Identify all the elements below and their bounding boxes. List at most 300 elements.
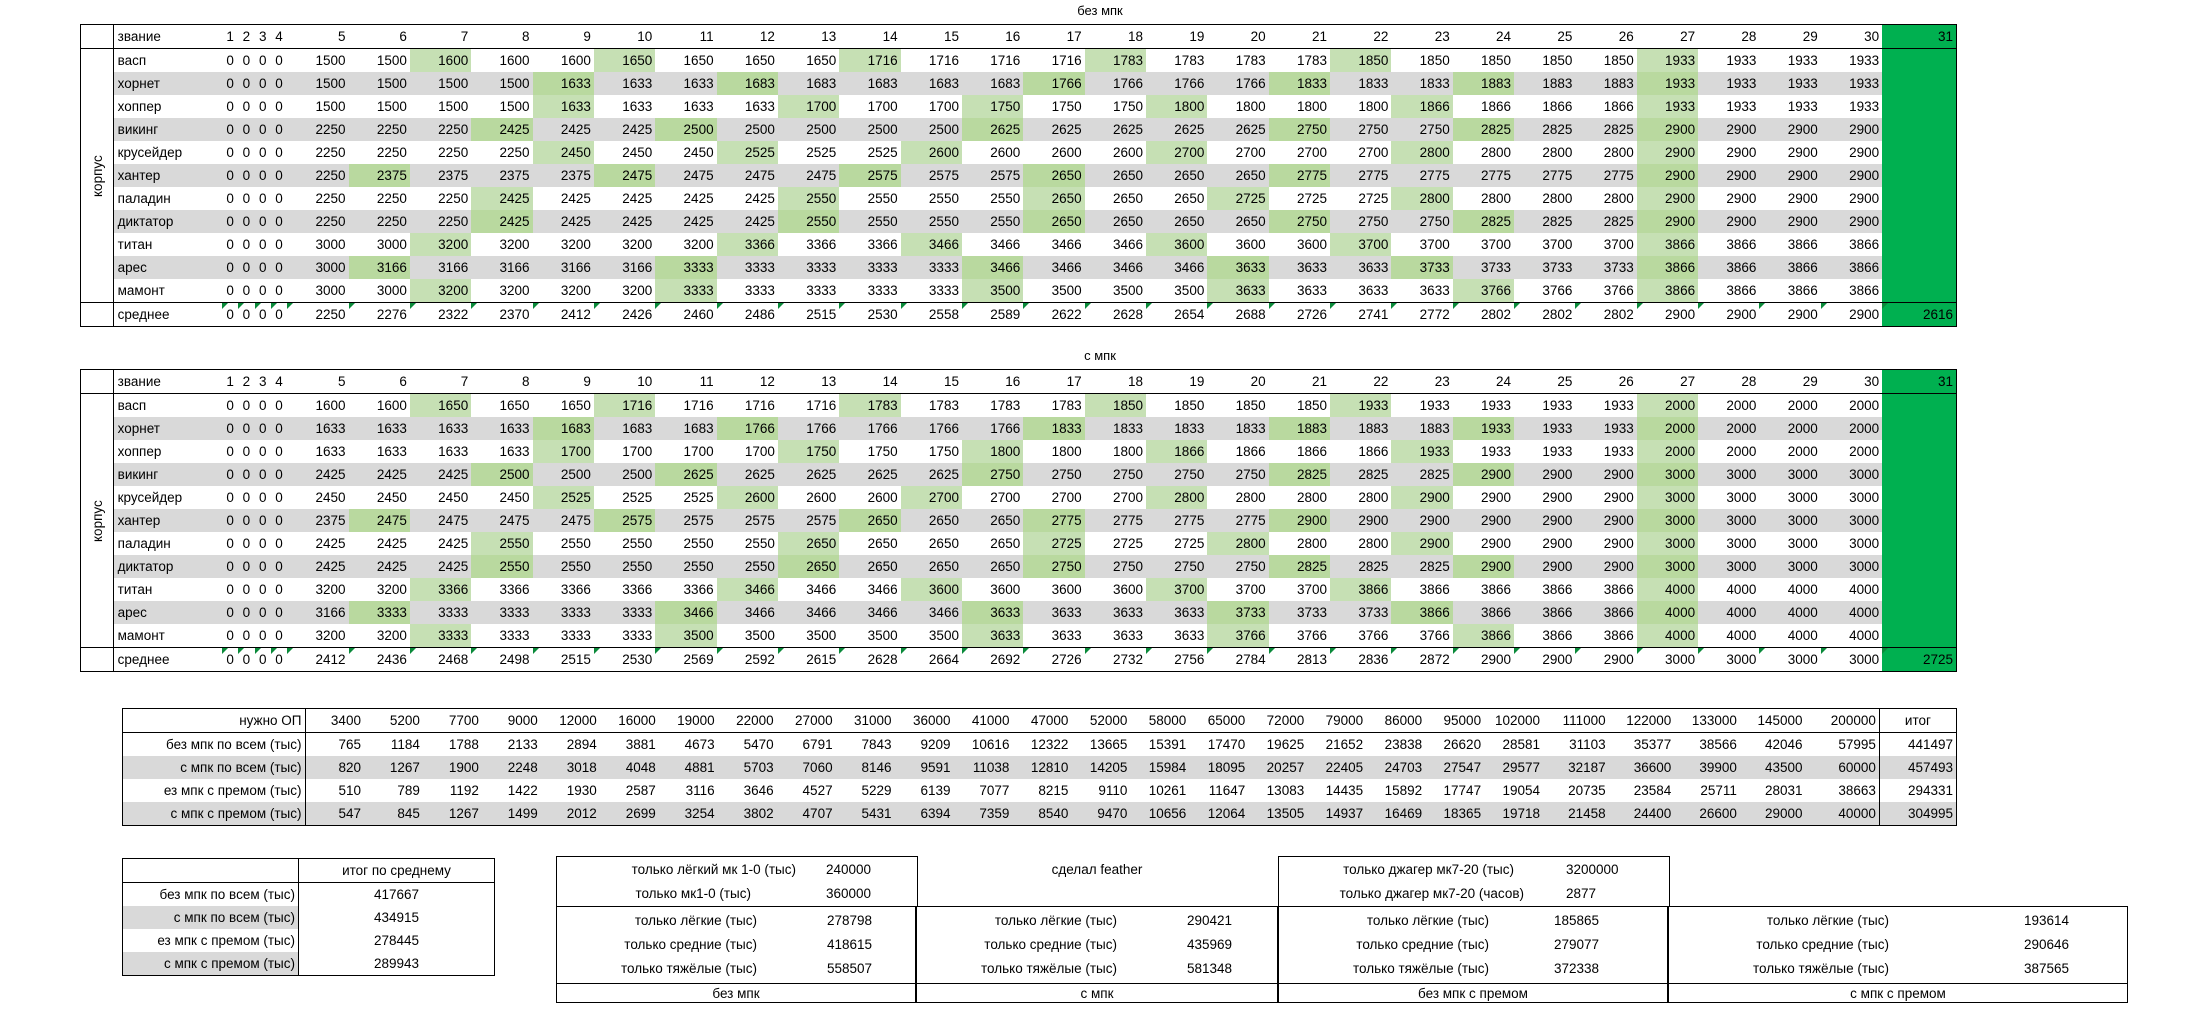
cell: 2900 [1575,555,1636,578]
cell: 2000 [1726,398,1757,413]
avg-cell: 2370 [471,303,532,327]
op-cell: 789 [397,783,420,798]
cell: 3866 [1849,237,1880,252]
cell: 0 [275,99,283,114]
summary-block-title: с мпк [917,983,1277,1005]
avg-cell: 2250 [287,303,348,327]
cell: 2625 [717,463,778,486]
cell: 0 [222,417,238,440]
cell: 0 [226,628,234,643]
cell: 0 [222,210,238,233]
cell: 2250 [287,164,348,187]
cell: 2550 [901,210,962,233]
row-name: хорнет [113,72,222,95]
avg-cell: 2498 [471,648,532,672]
summary-light-label: только лёгкие (тыс) [994,913,1117,928]
op-cell: 17747 [1443,783,1482,798]
cell: 4000 [1787,628,1818,643]
op-cell: 12810 [1012,756,1071,779]
cell: 2375 [410,164,471,187]
cell: 3600 [990,582,1021,597]
cell: 3866 [1759,256,1820,279]
level-header: 3 [255,370,271,394]
op-cell: 21458 [1543,802,1609,826]
cell: 3200 [410,233,471,256]
op-cell: 38663 [1838,783,1876,798]
cell: 3200 [315,628,346,643]
cell: 3633 [1174,628,1205,643]
cell: 3866 [1514,601,1575,624]
cell: 0 [255,555,271,578]
cell: 3466 [1146,256,1207,279]
cell: 3633 [1023,601,1084,624]
op-cell: 13505 [1248,802,1307,826]
level-header: 27 [1637,25,1698,49]
avg-cell: 2692 [962,648,1023,672]
cell: 1866 [1235,444,1266,459]
cell: 2825 [1575,118,1636,141]
cell: 3333 [928,283,959,298]
cell-31 [1882,49,1956,73]
avg-corner [81,648,114,672]
cell: 2500 [533,463,594,486]
cell: 2450 [683,145,714,160]
op-cell: 7359 [954,802,1013,826]
cell: 2625 [839,463,900,486]
cell: 2475 [778,164,839,187]
table-row [81,72,1957,95]
cell: 2900 [1849,191,1880,206]
cell: 2000 [1787,398,1818,413]
cell: 2425 [594,210,655,233]
avg-corner [81,303,114,327]
cell: 2475 [533,509,594,532]
cell: 1766 [717,417,778,440]
level-header: 29 [1759,25,1820,49]
avg-row-value: 289943 [373,956,420,971]
table-row [81,624,1957,648]
avg-cell: 2412 [287,648,348,672]
cell: 1716 [683,398,714,413]
cell: 2825 [1269,555,1330,578]
cell: 3766 [1296,628,1328,643]
op-cell: 9110 [1098,783,1128,798]
avg-cell: 2802 [1514,303,1575,327]
cell: 1500 [471,72,532,95]
cell: 2525 [806,145,837,160]
avg-cell: 2900 [1514,648,1575,672]
cell: 2650 [901,509,962,532]
avg-cell: 2732 [1085,648,1146,672]
cell: 1683 [594,417,655,440]
avg-cell: 2900 [1698,303,1759,327]
cell: 2450 [533,141,594,164]
cell: 1700 [533,440,594,463]
cell: 1883 [1391,417,1452,440]
cell: 3866 [1453,601,1514,624]
avg-cell: 2616 [1882,303,1956,327]
cell: 2775 [1023,509,1084,532]
cell: 0 [242,536,251,551]
op-column-header: 133000 [1674,709,1740,733]
op-cell: 29577 [1484,756,1543,779]
cell: 3866 [1542,628,1573,643]
avg-label: среднее [113,303,222,327]
level-header: 23 [1391,370,1452,394]
cell: 2425 [410,555,471,578]
cell: 3000 [376,237,407,252]
cell: 2900 [1637,164,1698,187]
cell: 1716 [839,49,900,73]
cell: 2550 [928,191,959,206]
cell: 3000 [1637,532,1698,555]
cell: 3700 [1146,578,1207,601]
table-row [123,802,1957,826]
summary-block-4 [1668,906,2128,1003]
cell: 1600 [560,53,591,68]
op-cell: 15391 [1148,737,1187,752]
cell: 2750 [1269,118,1330,141]
cell: 1633 [376,444,407,459]
cell: 2900 [1849,145,1880,160]
cell: 3333 [622,628,653,643]
op-cell: 765 [338,737,361,752]
op-column-header: 22000 [718,709,777,733]
op-column-header: 36000 [895,709,954,733]
cell: 3200 [376,628,407,643]
cell: 0 [258,237,267,252]
cell: 2425 [655,210,716,233]
cell: 1933 [1330,394,1391,418]
cell: 2900 [1637,118,1698,141]
mk10-value: 360000 [826,886,872,901]
table-row [81,417,1957,440]
op-cell: 820 [305,756,364,779]
avg-cell: 3000 [1759,648,1820,672]
cell-31 [1882,624,1956,648]
summary-medium-label: только средние (тыс) [1356,937,1489,952]
cell: 2700 [1146,141,1207,164]
cell: 1766 [1207,72,1268,95]
cell: 1833 [1207,417,1268,440]
cell: 2900 [1759,210,1820,233]
cell: 3500 [867,628,898,643]
avg-cell: 2836 [1330,648,1391,672]
avg-cell: 2530 [594,648,655,672]
cell: 2650 [1146,164,1207,187]
cell: 3466 [990,237,1021,252]
op-column-header: 31000 [836,709,895,733]
op-cell: 6139 [920,783,951,798]
cell: 2425 [471,210,532,233]
cell: 3700 [1330,233,1391,256]
cell: 1850 [1419,53,1450,68]
cell: 2900 [1575,463,1636,486]
cell: 0 [271,509,287,532]
level-header: 31 [1882,370,1956,394]
avg-cell: 2900 [1759,303,1820,327]
cell: 1633 [410,417,471,440]
level-header: 18 [1085,25,1146,49]
cell: 2700 [1358,145,1389,160]
cell: 1633 [622,99,653,114]
cell: 3866 [1330,578,1391,601]
cell: 2750 [1330,210,1391,233]
op-cell: 15984 [1130,756,1189,779]
summary-block-title: без мпк [557,983,915,1005]
cell: 3600 [1146,233,1207,256]
op-cell: 28581 [1502,737,1541,752]
cell: 0 [226,582,234,597]
cell: 0 [275,53,283,68]
level-header: 5 [287,370,348,394]
op-cell: 16469 [1366,802,1425,826]
cell: 1800 [1235,99,1266,114]
cell: 2800 [1603,191,1634,206]
cell: 2900 [1514,555,1575,578]
cell: 1933 [1453,417,1514,440]
cell: 1783 [990,398,1021,413]
cell: 2825 [1391,555,1452,578]
level-header: 30 [1821,25,1882,49]
cell: 1633 [349,417,410,440]
cell: 2900 [1787,145,1818,160]
cell: 1850 [1296,398,1328,413]
cell: 3333 [594,601,655,624]
cell: 3700 [1419,237,1450,252]
cell: 2650 [1146,210,1207,233]
cell: 3633 [1112,628,1143,643]
cell: 0 [226,536,234,551]
cell: 2750 [1330,118,1391,141]
cell: 3000 [1849,490,1880,505]
cell: 3333 [901,256,962,279]
cell: 3500 [962,279,1023,303]
cell: 3000 [315,237,346,252]
cell: 1700 [928,99,959,114]
cell: 1766 [839,417,900,440]
cell: 3200 [560,283,591,298]
cell: 3866 [1787,237,1818,252]
level-header: 28 [1698,370,1759,394]
summary-block-2 [916,906,1278,1003]
op-row-name: с мпк с премом (тыс) [123,802,306,826]
cell: 2650 [1174,191,1205,206]
cell: 1500 [410,72,471,95]
cell: 2425 [744,191,775,206]
cell: 2775 [1207,509,1268,532]
cell: 1783 [1051,398,1082,413]
cell: 1850 [1085,394,1146,418]
cell: 0 [275,444,283,459]
cell: 3200 [315,582,346,597]
cell: 0 [222,164,238,187]
table-row [123,952,495,976]
cell: 1700 [683,444,714,459]
op-column-header: 27000 [777,709,836,733]
row-name: хантер [113,509,222,532]
op-cell: 21652 [1325,737,1364,752]
level-header: 17 [1023,25,1084,49]
cell: 2700 [1112,490,1143,505]
op-cell: 1788 [448,737,479,752]
summary-heavy-label: только тяжёлые (тыс) [1753,961,1889,976]
op-cell: 6394 [895,802,954,826]
cell: 4000 [1726,582,1757,597]
summary-heavy-label: только тяжёлые (тыс) [981,961,1117,976]
op-cell: 31103 [1569,737,1606,752]
cell: 2425 [717,210,778,233]
level-header: 21 [1269,25,1330,49]
cell: 2550 [683,536,714,551]
cell: 0 [222,463,238,486]
cell: 2900 [1453,509,1514,532]
cell-31 [1882,440,1956,463]
cell: 2900 [1453,463,1514,486]
cell: 3500 [1051,283,1082,298]
cell: 3866 [1603,582,1634,597]
level-header: 14 [839,25,900,49]
cell: 3633 [1296,283,1328,298]
cell: 3866 [1575,601,1636,624]
summary-heavy-value: 372338 [1554,961,1600,976]
cell: 2700 [1296,145,1328,160]
cell: 2650 [928,536,959,551]
level-header: 6 [349,25,410,49]
avg-cell: 0 [222,303,238,327]
op-cell: 43500 [1740,756,1806,779]
avg-row-name: с мпк по всем (тыс) [123,906,299,929]
cell: 1633 [533,95,594,118]
cell: 2775 [1453,164,1514,187]
summary-medium-value: 435969 [1187,937,1233,952]
avg-row-value: 434915 [373,910,420,925]
cell: 1750 [962,95,1023,118]
cell: 1783 [1174,53,1205,68]
op-cell: 9209 [920,737,951,752]
cell: 0 [258,283,267,298]
cell: 1850 [1330,49,1391,73]
cell: 1850 [1542,53,1573,68]
cell: 2650 [962,555,1023,578]
cell: 3466 [717,601,778,624]
op-cell: 8146 [836,756,895,779]
cell: 4000 [1637,624,1698,648]
op-cell: 1422 [507,783,538,798]
cell: 1933 [1542,398,1573,413]
cell: 4000 [1849,628,1880,643]
op-total-header: итог [1879,709,1956,733]
cell: 3000 [1637,486,1698,509]
op-cell: 20257 [1248,756,1307,779]
cell: 2650 [778,555,839,578]
cell: 2825 [1330,555,1391,578]
cell: 3000 [1849,536,1880,551]
op-cell: 3802 [718,802,777,826]
cell: 1866 [1146,440,1207,463]
cell: 3866 [1849,283,1880,298]
cell: 2900 [1821,210,1882,233]
cell: 2625 [1207,118,1268,141]
cell: 0 [222,555,238,578]
summary-heavy-label: только тяжёлые (тыс) [1353,961,1489,976]
cell-31 [1882,417,1956,440]
op-cell: 15892 [1384,783,1423,798]
cell: 0 [226,237,234,252]
cell: 2575 [594,509,655,532]
op-row-name: без мпк по всем (тыс) [123,733,306,757]
cell: 1633 [744,99,775,114]
cell: 3633 [962,624,1023,648]
op-cell: 5229 [861,783,892,798]
cell: 2500 [717,118,778,141]
avg-cell: 3000 [1637,648,1698,672]
table-row [81,440,1957,463]
cell: 2700 [901,486,962,509]
level-header: 7 [410,25,471,49]
cell: 2650 [778,532,839,555]
cell: 2550 [778,210,839,233]
cell: 2900 [1603,490,1634,505]
level-header: 26 [1575,25,1636,49]
op-cell: 14205 [1071,756,1130,779]
cell: 2000 [1637,394,1698,418]
cell: 0 [238,210,254,233]
cell: 3333 [410,624,471,648]
cell: 1600 [315,398,346,413]
cell: 2600 [867,490,898,505]
avg-cell: 2872 [1391,648,1452,672]
cell: 4000 [1637,578,1698,601]
cell: 2725 [1112,536,1143,551]
cell: 2425 [683,191,714,206]
cell: 3333 [806,283,837,298]
summary-medium-value: 290646 [2024,937,2070,952]
cell: 1800 [1296,99,1328,114]
level-header: 4 [271,370,287,394]
cell: 0 [255,601,271,624]
cell: 3866 [1726,283,1757,298]
level-header: 24 [1453,25,1514,49]
cell: 1850 [1603,53,1634,68]
cell: 1933 [1481,444,1512,459]
cell-31 [1882,95,1956,118]
cell: 0 [275,628,283,643]
cell: 3166 [471,256,532,279]
op-cell: 25711 [1700,783,1737,798]
cell: 2900 [1514,463,1575,486]
op-cell: 39900 [1674,756,1740,779]
cell: 0 [255,256,271,279]
cell: 3766 [1542,283,1573,298]
op-cell: 3646 [743,783,774,798]
level-header: 2 [238,370,254,394]
summary-medium-label: только средние (тыс) [624,937,757,952]
cell: 3633 [1085,601,1146,624]
cell: 3600 [1112,582,1143,597]
level-header: 5 [287,25,348,49]
cell: 0 [258,99,267,114]
cell: 2250 [438,145,469,160]
cell: 0 [258,398,267,413]
cell: 1933 [1637,95,1698,118]
level-header: 26 [1575,370,1636,394]
cell: 1866 [1358,444,1389,459]
cell: 2625 [1085,118,1146,141]
cell: 3333 [471,601,532,624]
op-column-header: 41000 [954,709,1013,733]
cell: 2900 [1575,509,1636,532]
